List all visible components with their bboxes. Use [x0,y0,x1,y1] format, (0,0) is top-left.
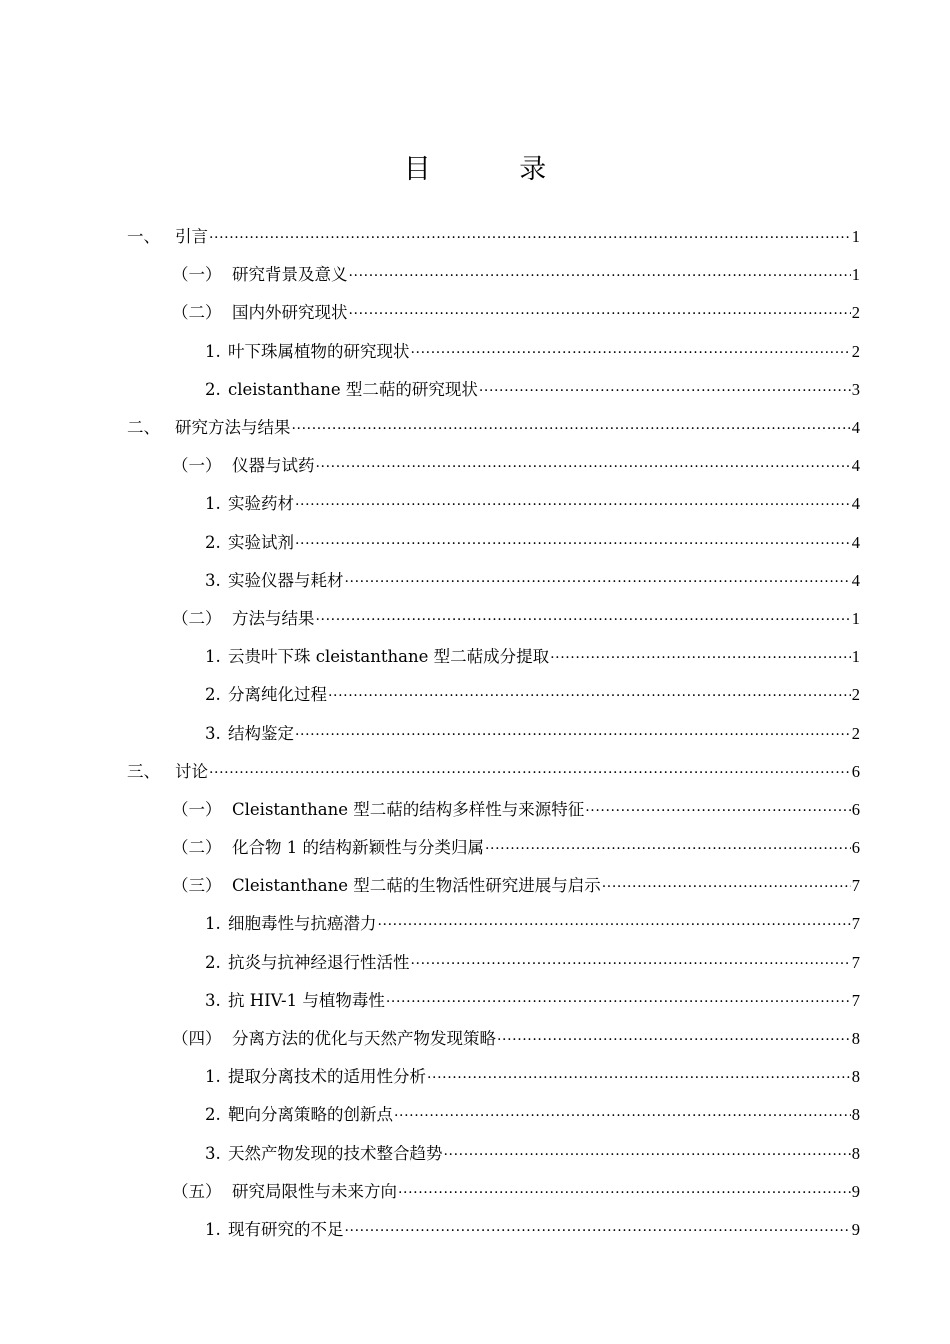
toc-entry[interactable] [205,333,860,371]
toc-entry[interactable] [205,1211,860,1249]
dot-leader [386,989,851,1013]
toc-entry-number: 1. [205,1067,221,1087]
toc-entry-page-number: 4 [851,456,860,476]
dot-leader [209,225,851,249]
toc-entry[interactable] [172,1020,860,1058]
toc-entry-page-number: 7 [851,914,860,934]
toc-entry-label: 研究局限性与未来方向 [232,1181,397,1201]
toc-entry-label: 分离方法的优化与天然产物发现策略 [232,1029,496,1049]
toc-entry-number: （一） [172,456,222,476]
toc-entry-number: 1. [205,914,221,934]
dot-leader [585,798,851,822]
toc-entry-label: 提取分离技术的适用性分析 [228,1067,426,1087]
toc-entry[interactable] [205,905,860,943]
toc-entry-page-number: 8 [851,1029,860,1049]
toc-entry-page-number: 1 [851,647,860,667]
toc-entry-page-number: 2 [851,341,860,361]
toc-entry-page-number: 1 [851,227,860,247]
toc-entry-label: 云贵叶下珠 cleistanthane 型二萜成分提取 [228,647,550,667]
toc-entry-page-number: 3 [851,379,860,399]
toc-entry[interactable] [205,982,860,1020]
toc-entry-page-number: 2 [851,685,860,705]
toc-entry-label: 细胞毒性与抗癌潜力 [228,914,377,934]
toc-entry-label: 仪器与试药 [232,456,315,476]
toc-entry-page-number: 6 [851,838,860,858]
toc-entry-number: 3. [205,990,221,1010]
toc-entry-page-number: 7 [851,952,860,972]
page-title: 目 录 [403,154,587,185]
toc-entry-number: 1. [205,341,221,361]
toc-entry-page-number: 1 [851,265,860,285]
toc-entry-number: 3. [205,1143,221,1163]
dot-leader [479,378,851,402]
dot-leader [316,454,851,478]
toc-entry[interactable] [172,1173,860,1211]
toc-entry-page-number: 9 [851,1181,860,1201]
toc-entry-page-number: 2 [851,723,860,743]
toc-entry-page-number: 1 [851,608,860,628]
toc-entry-number: 三、 [127,761,160,781]
dot-leader [209,760,851,784]
toc-entry-number: （一） [172,799,222,819]
toc-entry-page-number: 6 [851,761,860,781]
toc-entry-label: 靶向分离策略的创新点 [228,1105,393,1125]
toc-entry-label: 实验药材 [228,494,294,514]
toc-entry[interactable] [172,447,860,485]
toc-entry-number: 2. [205,685,221,705]
toc-entry-number: 2. [205,1105,221,1125]
toc-entry-number: （四） [172,1029,222,1049]
toc-entry-page-number: 9 [851,1219,860,1239]
toc-entry-label: 化合物 1 的结构新颖性与分类归属 [232,838,484,858]
toc-entry-label: Cleistanthane 型二萜的生物活性研究进展与启示 [232,876,601,896]
dot-leader [349,301,851,325]
toc-entry-label: 讨论 [175,761,208,781]
toc-entry-label: cleistanthane 型二萜的研究现状 [228,379,478,399]
toc-entry-number: 3. [205,570,221,590]
toc-entry-number: 二、 [127,418,160,438]
toc-entry[interactable] [205,1096,860,1134]
dot-leader [497,1027,851,1051]
dot-leader [328,683,851,707]
toc-entry[interactable] [172,256,860,294]
toc-entry-label: 天然产物发现的技术整合趋势 [228,1143,443,1163]
toc-entry-number: 2. [205,532,221,552]
dot-leader [295,492,851,516]
toc-entry-label: 实验仪器与耗材 [228,570,344,590]
toc-entry-label: 现有研究的不足 [228,1219,344,1239]
toc-entry[interactable] [205,944,860,982]
toc-entry-page-number: 4 [851,570,860,590]
toc-entry[interactable] [205,676,860,714]
toc-entry[interactable] [205,714,860,752]
toc-entry-number: 1. [205,647,221,667]
toc-entry[interactable] [172,829,860,867]
dot-leader [295,722,851,746]
toc-entry-number: 2. [205,952,221,972]
toc-entry-label: Cleistanthane 型二萜的结构多样性与来源特征 [232,799,585,819]
toc-entry[interactable] [127,218,860,256]
toc-entry-page-number: 7 [851,990,860,1010]
dot-leader [378,912,851,936]
toc-entry-page-number: 8 [851,1143,860,1163]
toc-entry-label: 引言 [175,227,208,247]
toc-entry-label: 结构鉴定 [228,723,294,743]
toc-entry-number: 2. [205,379,221,399]
toc-entry-page-number: 4 [851,494,860,514]
dot-leader [394,1103,851,1127]
toc-entry-label: 分离纯化过程 [228,685,327,705]
toc-entry[interactable] [172,600,860,638]
toc-entry[interactable] [205,638,860,676]
toc-entry-label: 研究背景及意义 [232,265,348,285]
toc-entry-label: 国内外研究现状 [232,303,348,323]
toc-entry-label: 研究方法与结果 [175,418,291,438]
toc-entry-number: （三） [172,876,222,896]
toc-entry[interactable] [205,524,860,562]
toc-entry-number: 3. [205,723,221,743]
toc-entry-number: （二） [172,303,222,323]
dot-leader [295,531,851,555]
toc-entry[interactable] [127,409,860,447]
toc-entry-label: 抗炎与抗神经退行性活性 [228,952,410,972]
toc-entry-label: 叶下珠属植物的研究现状 [228,341,410,361]
toc-entry[interactable] [205,371,860,409]
toc-entry-label: 实验试剂 [228,532,294,552]
toc-entry-number: （二） [172,608,222,628]
toc-entry-label: 抗 HIV-1 与植物毒性 [228,990,385,1010]
toc-entry-number: 一、 [127,227,160,247]
dot-leader [411,340,851,364]
dot-leader [550,645,851,669]
toc-entry-page-number: 7 [851,876,860,896]
dot-leader [444,1142,851,1166]
toc-entry[interactable] [205,1135,860,1173]
toc-entry[interactable] [127,753,860,791]
dot-leader [485,836,851,860]
dot-leader [316,607,851,631]
toc-entry-page-number: 6 [851,799,860,819]
toc-entry[interactable] [205,562,860,600]
toc-entry-page-number: 8 [851,1067,860,1087]
toc-entry-page-number: 4 [851,418,860,438]
dot-leader [349,263,851,287]
dot-leader [602,874,851,898]
toc-entry-number: （五） [172,1181,222,1201]
dot-leader [345,569,851,593]
toc-entry[interactable] [205,1058,860,1096]
table-of-contents [0,218,950,1249]
toc-entry-number: 1. [205,494,221,514]
toc-entry-number: （二） [172,838,222,858]
toc-entry-label: 方法与结果 [232,608,315,628]
dot-leader [411,951,851,975]
toc-entry-page-number: 8 [851,1105,860,1125]
toc-entry-page-number: 4 [851,532,860,552]
dot-leader [345,1218,851,1242]
toc-entry-number: 1. [205,1219,221,1239]
toc-entry[interactable] [172,294,860,332]
toc-entry-number: （一） [172,265,222,285]
dot-leader [292,416,851,440]
toc-entry[interactable] [205,485,860,523]
dot-leader [427,1065,851,1089]
toc-entry[interactable] [172,867,860,905]
toc-entry[interactable] [172,791,860,829]
toc-entry-page-number: 2 [851,303,860,323]
dot-leader [398,1180,851,1204]
